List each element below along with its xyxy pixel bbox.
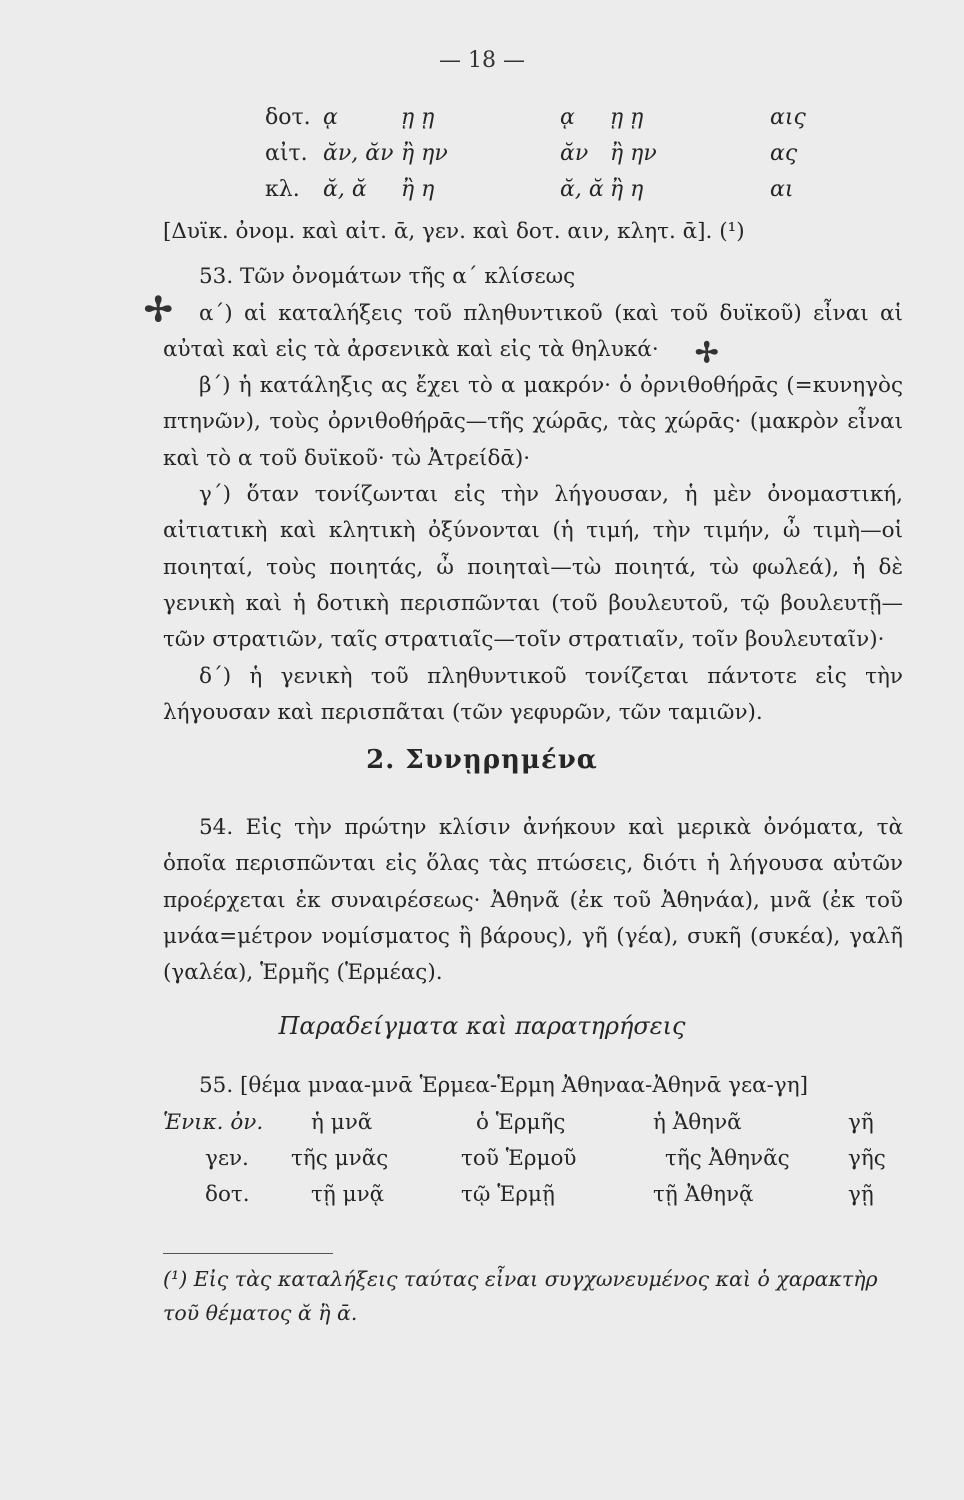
dual-note: [Δυϊκ. ὀνομ. καὶ αἰτ. ᾱ, γεν. καὶ δοτ. αιν, κλητ. ᾱ]. (¹) — [163, 219, 745, 244]
example-cell: τῇ Ἀθηνᾷ — [653, 1182, 754, 1207]
ending-cell: ἢ η — [401, 177, 435, 202]
section-53-b: β΄) ἡ κατάληξις ας ἔχει τὸ α μακρόν· ὁ ὀρνιθοθήρᾱς (=κυνηγὸς πτηνῶν), τοὺς ὀρνιθοθήρᾱς—τῆς χώρᾱς, τὰς χώρᾱς· (μακρὸν εἶναι καὶ τὸ α τοῦ δυϊκοῦ· τὼ Ἀτρείδᾱ)· — [163, 373, 903, 471]
ending-cell: ας — [770, 141, 798, 166]
ending-cell: αι — [770, 177, 794, 202]
case-label: γεν. — [205, 1146, 249, 1171]
ending-cell: ᾳ — [323, 105, 338, 130]
declension-table — [265, 100, 825, 210]
ending-cell: ῃ ῃ — [610, 105, 644, 130]
example-cell: γῆ — [848, 1110, 874, 1135]
table-row — [163, 1146, 903, 1182]
ending-cell: ᾰ, ᾰ — [560, 177, 604, 202]
example-cell: ὁ Ἑρμῆς — [476, 1110, 566, 1135]
table-row — [265, 172, 825, 208]
table-row — [265, 136, 825, 172]
example-cell: ἡ Ἀθηνᾶ — [653, 1110, 742, 1135]
example-cell: τῆς μνᾶς — [291, 1146, 389, 1171]
case-label: αἰτ. — [265, 141, 308, 166]
case-label: κλ. — [265, 177, 300, 202]
example-cell: γῇ — [848, 1182, 874, 1207]
page-number: — 18 — — [439, 48, 525, 73]
ending-cell: ἢ ην — [610, 141, 657, 166]
ending-cell: αις — [770, 105, 806, 130]
example-cell: τῷ Ἑρμῇ — [461, 1182, 555, 1207]
section-heading: 2. Συνῃρημένα — [366, 745, 598, 775]
section-53-a: α΄) αἱ καταλήξεις τοῦ πληθυντικοῦ (καὶ τοῦ δυϊκοῦ) εἶναι αἱ αὐταὶ καὶ εἰς τὰ ἀρσενικὰ καὶ εἰς τὰ θηλυκά· — [163, 300, 903, 362]
ending-cell: ᾳ — [560, 105, 575, 130]
section-54 — [163, 810, 903, 991]
section-55 — [163, 1068, 903, 1104]
example-cell: τῆς Ἀθηνᾶς — [665, 1146, 790, 1171]
ending-cell: ᾰ, ᾰ — [323, 177, 367, 202]
ending-cell: ῃ ῃ — [401, 105, 435, 130]
example-cell: τῇ μνᾷ — [311, 1182, 385, 1207]
examples-table — [163, 1110, 903, 1230]
case-label: δοτ. — [205, 1182, 250, 1207]
ending-cell: ἢ η — [610, 177, 644, 202]
example-cell: ἡ μνᾶ — [311, 1110, 373, 1135]
section-53-heading: 53. Τῶν ὀνομάτων τῆς α΄ κλίσεως — [199, 264, 576, 290]
table-row — [163, 1110, 903, 1146]
section-54-paragraph: 54. Εἰς τὴν πρώτην κλίσιν ἀνήκουν καὶ μερικὰ ὀνόματα, τὰ ὁποῖα περισπῶνται εἰς ὅλας τὰς πτώσεις, διότι ἡ λήγουσα αὐτῶν προέρχεται ἐκ συναιρέσεως· Ἀθηνᾶ (ἐκ τοῦ Ἀθηνάα), μνᾶ (ἐκ τοῦ μνάα=μέτρον νομίσματος ἢ βάρους), γῆ (γέα), συκῆ (συκέα), γαλῆ (γαλέα), Ἑρμῆς (Ἑρμέας). — [163, 815, 903, 986]
examples-heading: Παραδείγματα καὶ παρατηρήσεις — [278, 1012, 686, 1040]
case-label: Ἑνικ. ὀν. — [163, 1110, 264, 1135]
footnote: (¹) Εἰς τὰς καταλήξεις ταύτας εἶναι συγχωνευμένος καὶ ὁ χαρακτὴρ τοῦ θέματος ᾰ ἢ ᾱ. — [163, 1267, 878, 1325]
section-53-d: δ΄) ἡ γενικὴ τοῦ πληθυντικοῦ τονίζεται πάντοτε εἰς τὴν λήγουσαν καὶ περισπᾶται (τῶν γεφυρῶν, τῶν ταμιῶν). — [163, 663, 903, 725]
footnote-divider — [163, 1253, 333, 1254]
case-label: δοτ. — [265, 105, 311, 130]
example-cell: τοῦ Ἑρμοῦ — [461, 1146, 577, 1171]
table-row — [163, 1182, 903, 1218]
section-53-c: γ΄) ὅταν τονίζωνται εἰς τὴν λήγουσαν, ἡ μὲν ὀνομαστική, αἰτιατικὴ καὶ κλητικὴ ὀξύνονται (ἡ τιμή, τὴν τιμήν, ὦ τιμὴ—οἱ ποιηταί, τοὺς ποιητάς, ὦ ποιηταὶ—τὼ ποιητά, τὼ φωλεά), ἡ δὲ γενικὴ καὶ ἡ δοτικὴ περισπῶνται (τοῦ βουλευτοῦ, τῷ βουλευτῇ—τῶν στρατιῶν, ταῖς στρατιαῖς—τοῖν στρατιαῖν, τοῖν βουλευταῖν)· — [163, 482, 903, 653]
pencil-cross-mark: ✢ — [695, 336, 719, 369]
ending-cell: ᾰν, ᾰν — [323, 141, 394, 166]
ending-cell: ἢ ην — [401, 141, 448, 166]
ending-cell: ᾰν — [560, 141, 589, 166]
body-text — [163, 214, 903, 731]
pencil-cross-mark: ✢ — [144, 290, 173, 330]
section-55-heading: 55. [θέμα μναα-μνᾱ Ἑρμεα-Ἑρμη Ἀθηναα-Ἀθηνᾱ γεα-γη] — [199, 1073, 808, 1098]
example-cell: γῆς — [848, 1146, 886, 1171]
table-row — [265, 100, 825, 136]
